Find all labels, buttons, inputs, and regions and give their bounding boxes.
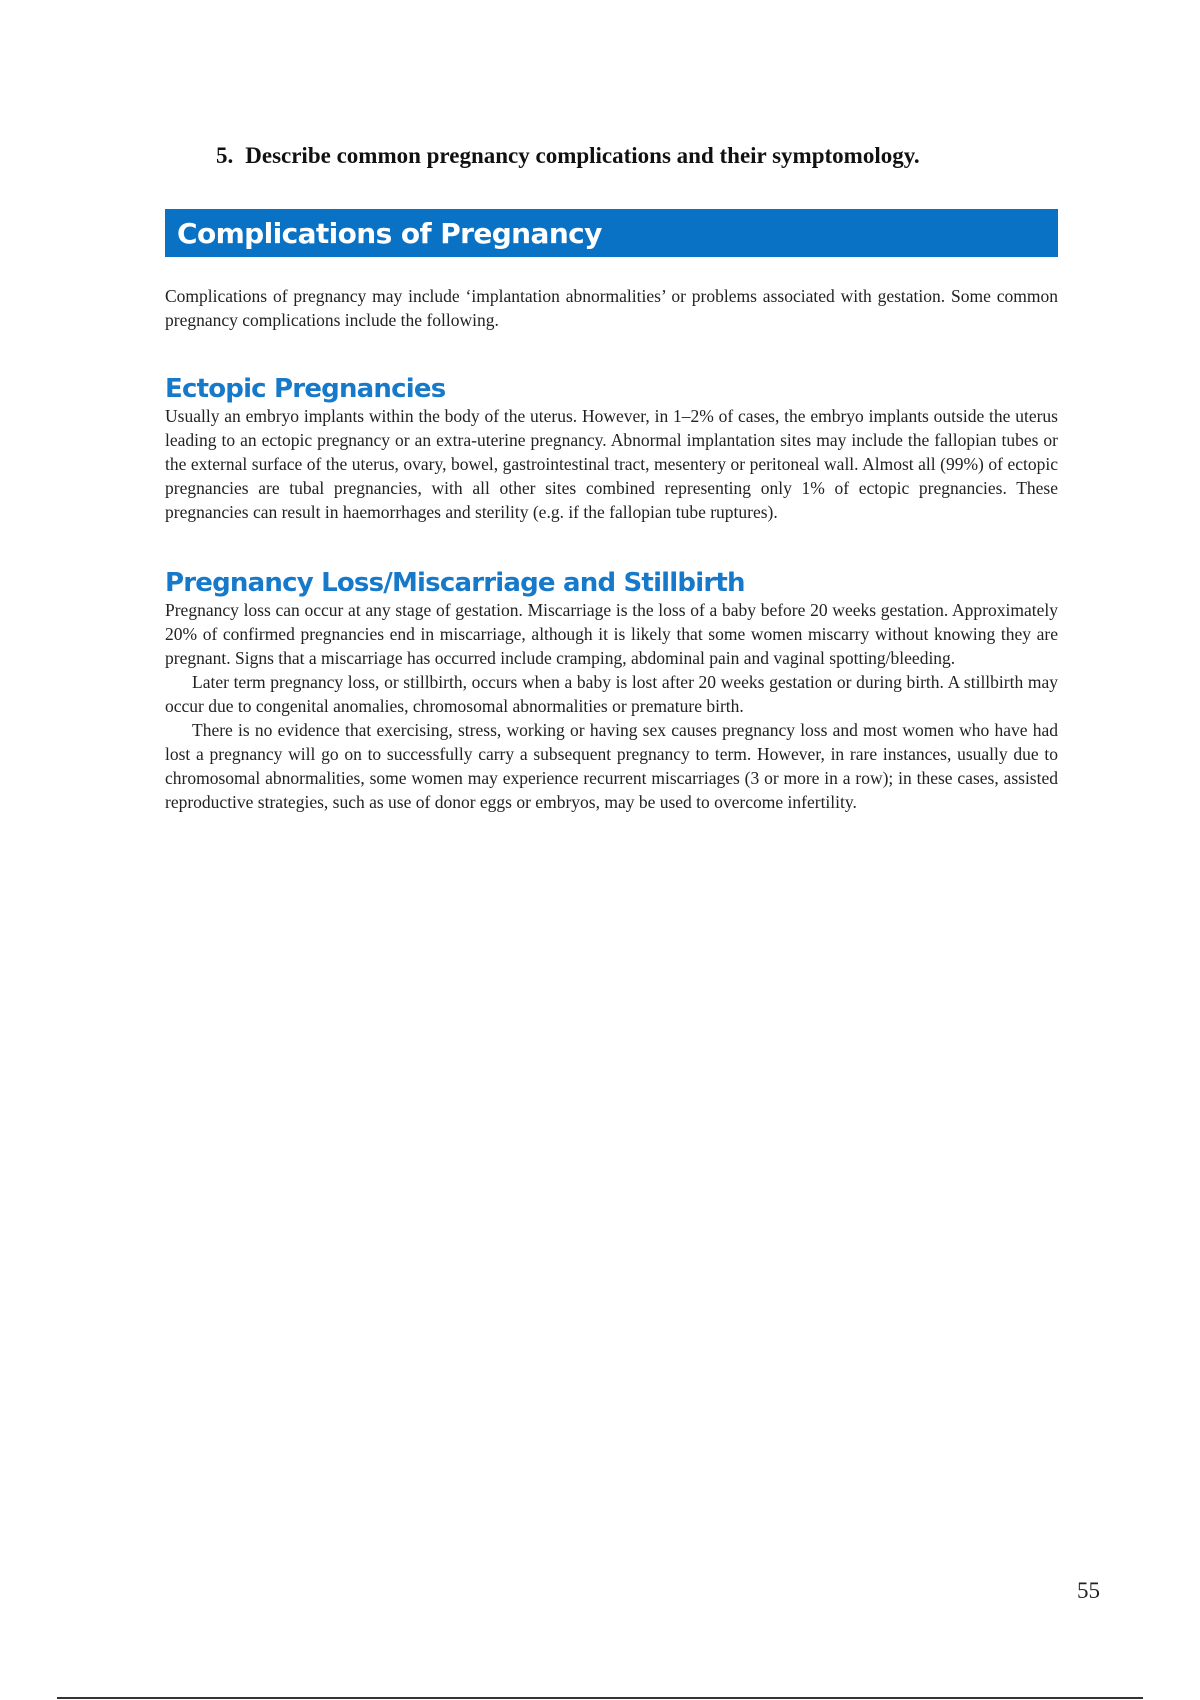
page-number: 55 xyxy=(1077,1578,1100,1603)
question-heading xyxy=(216,143,920,169)
question-text: Describe common pregnancy complications and their symptomology. xyxy=(245,143,920,168)
intro-paragraph: Complications of pregnancy may include ‘implantation abnormalities’ or problems associated with gestation. Some common pregnancy complications include the following. xyxy=(165,286,1058,330)
loss-paragraph-3: There is no evidence that exercising, stress, working or having sex causes pregnancy loss and most women who have had lost a pregnancy will go on to successfully carry a subsequent pregnancy to term. However, in rare instances, usually due to chromosomal abnormalities, some women may experience recurrent miscarriages (3 or more in a row); in these cases, assisted reproductive strategies, such as use of donor eggs or embryos, may be used to overcome infertility. xyxy=(165,720,1058,812)
content-column xyxy=(165,209,1058,814)
section-pregnancy-loss xyxy=(165,568,1058,814)
ectopic-paragraph: Usually an embryo implants within the body of the uterus. However, in 1–2% of cases, the embryo implants outside the uterus leading to an ectopic pregnancy or an extra-uterine pregnancy. Abnormal implantation sites may include the fallopian tubes or the external surface of the uterus, ovary, bowel, gastrointestinal tract, mesentery or peritoneal wall. Almost all (99%) of ectopic pregnancies are tubal pregnancies, with all other sites combined representing only 1% of ectopic pregnancies. These pregnancies can result in haemorrhages and sterility (e.g. if the fallopian tube ruptures). xyxy=(165,406,1058,522)
section-heading-ectopic: Ectopic Pregnancies xyxy=(165,374,446,404)
question-number: 5. xyxy=(216,143,234,168)
loss-paragraph-2: Later term pregnancy loss, or stillbirth, occurs when a baby is lost after 20 weeks gestation or during birth. A stillbirth may occur due to congenital anomalies, chromosomal abnormalities or premature birth. xyxy=(165,672,1058,716)
section-heading-pregnancy-loss: Pregnancy Loss/Miscarriage and Stillbirth xyxy=(165,568,745,598)
section-ectopic-pregnancies xyxy=(165,374,1058,524)
section-banner xyxy=(165,209,1058,257)
bottom-divider xyxy=(57,1697,1143,1699)
banner-title: Complications of Pregnancy xyxy=(177,216,602,250)
loss-paragraph-1: Pregnancy loss can occur at any stage of gestation. Miscarriage is the loss of a baby before 20 weeks gestation. Approximately 20% of confirmed pregnancies end in miscarriage, although it is likely that some women miscarry without knowing they are pregnant. Signs that a miscarriage has occurred include cramping, abdominal pain and vaginal spotting/bleeding. xyxy=(165,600,1058,668)
